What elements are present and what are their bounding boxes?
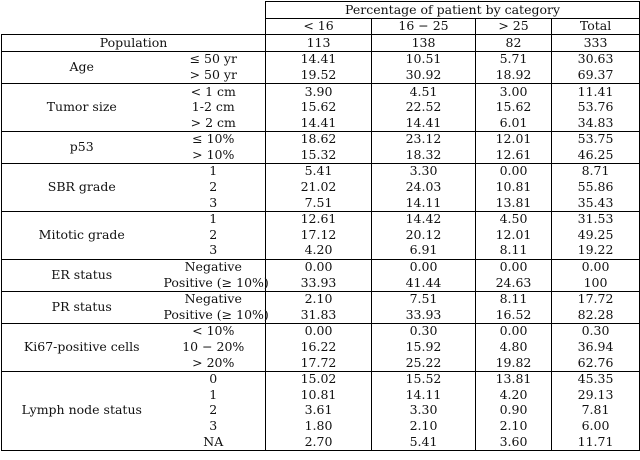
value-cell: 0.30 [372,323,476,339]
value-cell: 4.50 [476,211,552,227]
value-cell: 24.03 [372,180,476,196]
value-cell: 13.81 [476,371,552,387]
value-cell: 31.53 [552,211,640,227]
group-label: Lymph node status [2,371,162,450]
table-row [2,131,640,147]
value-cell: 55.86 [552,180,640,196]
subcategory-label: Positive (≥ 10%) [163,306,269,322]
value-cell: 14.11 [372,387,476,403]
value-cell: 5.41 [372,434,476,450]
value-cell: 21.02 [266,180,372,196]
subcategory-label: < 10% [162,323,266,339]
value-cell: 10.81 [476,180,552,196]
value-cell: 11.41 [552,83,640,99]
header-span-title: Percentage of patient by category [266,2,640,19]
value-cell: 15.62 [476,100,552,116]
value-cell: 3.90 [266,83,372,99]
value-cell: 12.01 [476,227,552,243]
value-cell: 8.71 [552,163,640,179]
group-label: Tumor size [2,83,162,131]
subcategory-label: NA [162,434,266,450]
value-cell: 5.41 [266,163,372,179]
value-cell: 0.00 [552,259,640,275]
value-cell: 14.41 [372,115,476,131]
subcategory-label: 3 [162,195,266,211]
table-row [2,371,640,387]
value-cell: 12.61 [266,211,372,227]
subcategory-label: ≤ 50 yr [162,51,266,67]
value-cell: 31.83 [266,307,372,323]
group-label: ER status [2,259,162,291]
column-header-gt25: > 25 [476,18,552,35]
value-cell: 15.32 [266,147,372,163]
value-cell: 13.81 [476,195,552,211]
value-cell: 30.92 [372,67,476,83]
subcategory-label: 0 [162,371,266,387]
value-cell: 17.72 [266,355,372,371]
value-cell: 18.32 [372,147,476,163]
value-cell: 41.44 [372,275,476,291]
value-cell: 15.62 [266,100,372,116]
value-cell: 0.00 [476,163,552,179]
value-cell: 14.11 [372,195,476,211]
value-cell: 5.71 [476,51,552,67]
value-cell: 0.90 [476,403,552,419]
value-cell: 23.12 [372,131,476,147]
value-cell: 15.52 [372,371,476,387]
header-blank [2,2,266,19]
subcategory-label: 10 − 20% [182,339,245,355]
value-cell: 7.51 [372,291,476,307]
value-cell: 6.00 [552,418,640,434]
subcategory-label: 2 [209,402,218,418]
value-cell: 4.80 [476,339,552,355]
header-blank [2,18,266,35]
value-cell: 82.28 [552,307,640,323]
value-cell: 2.10 [476,418,552,434]
value-cell: 19.52 [266,67,372,83]
table-row [2,163,640,179]
value-cell: 33.93 [266,275,372,291]
subcategory-label: 1 [162,163,266,179]
value-cell: 29.13 [552,387,640,403]
value-cell: 53.75 [552,131,640,147]
value-cell: 3.60 [476,434,552,450]
value-cell: 15.92 [372,339,476,355]
patient-category-table [1,1,640,451]
column-header-16-25: 16 − 25 [372,18,476,35]
population-value: 113 [266,35,372,52]
value-cell: 0.00 [476,259,552,275]
value-cell: 6.01 [476,115,552,131]
subcategory-label: ≤ 10% [162,131,266,147]
value-cell: 7.51 [266,195,372,211]
value-cell: 2.10 [372,418,476,434]
value-cell: 12.61 [476,147,552,163]
value-cell: 45.35 [552,371,640,387]
group-label: Age [2,51,162,83]
subcategory-label: Negative [162,259,266,275]
value-cell: 20.12 [372,227,476,243]
subcategory-label: > 10% [162,147,266,163]
subcategory-label: 1 [209,386,218,402]
value-cell: 14.41 [266,115,372,131]
value-cell: 4.20 [476,387,552,403]
value-cell: 4.51 [372,83,476,99]
value-cell: 14.42 [372,211,476,227]
subcategory-label: 1 [162,211,266,227]
population-value: 333 [552,35,640,52]
value-cell: 17.72 [552,291,640,307]
subcategory-label: > 20% [162,355,266,371]
subcategory-label: < 1 cm [162,83,266,99]
value-cell: 11.71 [552,434,640,450]
value-cell: 12.01 [476,131,552,147]
value-cell: 18.92 [476,67,552,83]
group-label: Ki67-positive cells [2,323,162,371]
subcategory-label: 1-2 cm [191,99,235,115]
value-cell: 3.30 [372,163,476,179]
value-cell: 1.80 [266,418,372,434]
table-row [2,51,640,67]
group-label: PR status [2,291,162,323]
value-cell: 22.52 [372,100,476,116]
column-header-total: Total [552,18,640,35]
table-row [2,291,640,307]
value-cell: 3.61 [266,403,372,419]
value-cell: 7.81 [552,403,640,419]
subcategory-label: > 50 yr [162,67,266,83]
table-row [2,259,640,275]
value-cell: 33.93 [372,307,476,323]
value-cell: 0.00 [372,259,476,275]
population-value: 138 [372,35,476,52]
table-row [2,83,640,99]
value-cell: 18.62 [266,131,372,147]
value-cell: 16.22 [266,339,372,355]
value-cell: 25.22 [372,355,476,371]
value-cell: 69.37 [552,67,640,83]
value-cell: 15.02 [266,371,372,387]
value-cell: 2.10 [266,291,372,307]
value-cell: 2.70 [266,434,372,450]
table-body [2,2,640,451]
population-value: 82 [476,35,552,52]
table-row [2,211,640,227]
value-cell: 19.22 [552,243,640,259]
value-cell: 34.83 [552,115,640,131]
value-cell: 30.63 [552,51,640,67]
subcategory-label: Positive (≥ 10%) [163,274,269,290]
value-cell: 35.43 [552,195,640,211]
value-cell: 62.76 [552,355,640,371]
value-cell: 100 [552,275,640,291]
value-cell: 16.52 [476,307,552,323]
subcategory-label: 2 [209,179,218,195]
value-cell: 8.11 [476,291,552,307]
table-row [2,323,640,339]
column-header-lt16: < 16 [266,18,372,35]
subcategory-label: > 2 cm [162,115,266,131]
subcategory-label: 3 [162,243,266,259]
value-cell: 8.11 [476,243,552,259]
value-cell: 0.00 [266,323,372,339]
value-cell: 6.91 [372,243,476,259]
value-cell: 53.76 [552,100,640,116]
group-label: p53 [2,131,162,163]
value-cell: 0.00 [266,259,372,275]
value-cell: 10.51 [372,51,476,67]
value-cell: 49.25 [552,227,640,243]
subcategory-label: 3 [209,417,218,433]
value-cell: 3.30 [372,403,476,419]
value-cell: 36.94 [552,339,640,355]
value-cell: 3.00 [476,83,552,99]
value-cell: 0.30 [552,323,640,339]
value-cell: 24.63 [476,275,552,291]
value-cell: 46.25 [552,147,640,163]
population-label: Population [2,35,266,52]
subcategory-label: Negative [162,291,266,307]
value-cell: 14.41 [266,51,372,67]
value-cell: 10.81 [266,387,372,403]
value-cell: 19.82 [476,355,552,371]
group-label: SBR grade [2,163,162,211]
value-cell: 4.20 [266,243,372,259]
value-cell: 17.12 [266,227,372,243]
subcategory-label: 2 [209,226,218,242]
group-label: Mitotic grade [2,211,162,259]
value-cell: 0.00 [476,323,552,339]
